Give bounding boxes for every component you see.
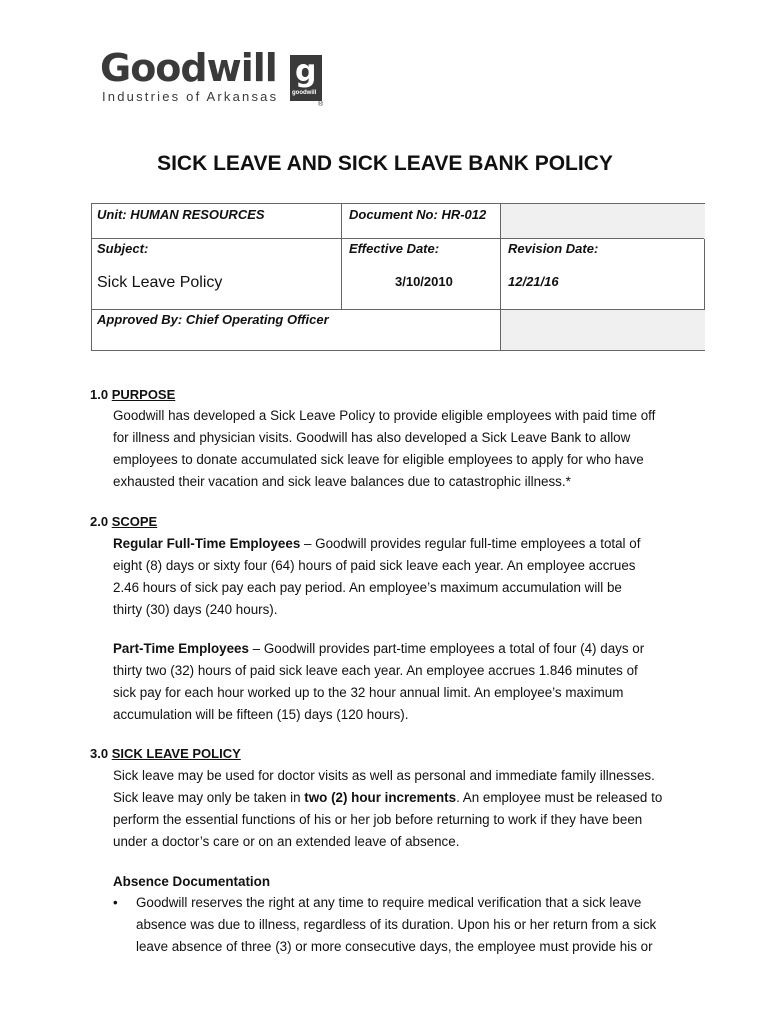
fulltime-label: Regular Full-Time Employees: [113, 536, 301, 551]
parttime-label: Part-Time Employees: [113, 641, 249, 656]
paragraph-line: for illness and physician visits. Goodwill has also developed a Sick Leave Bank to allow: [113, 430, 631, 445]
page-title: SICK LEAVE AND SICK LEAVE BANK POLICY: [157, 152, 613, 175]
paragraph-text: – Goodwill provides part-time employees a total of four (4) days or: [248, 641, 645, 656]
effective-date-value: 3/10/2010: [395, 274, 453, 289]
paragraph-line: thirty two (32) hours of paid sick leave each year. An employee accrues 1.846 minutes of: [113, 663, 638, 678]
revision-date-value: 12/21/16: [508, 274, 559, 289]
paragraph-line: Goodwill has developed a Sick Leave Policy to provide eligible employees with paid time off: [113, 408, 656, 423]
table-divider: [500, 204, 501, 350]
paragraph-line: leave absence of three (3) or more consecutive days, the employee must provide his or: [136, 939, 653, 954]
paragraph-line: under a doctor’s care or on an extended leave of absence.: [113, 834, 460, 849]
logo-mark-letter: g: [295, 54, 317, 89]
paragraph-line: accumulation will be fifteen (15) days (120 hours).: [113, 707, 409, 722]
paragraph-line: exhausted their vacation and sick leave balances due to catastrophic illness.*: [113, 474, 571, 489]
paragraph-text: Sick leave may only be taken in: [113, 790, 305, 805]
paragraph-line: eight (8) days or sixty four (64) hours of paid sick leave each year. An employee accrues: [113, 558, 636, 573]
section-heading-sick-leave-policy: [90, 744, 241, 764]
parttime-paragraph: [113, 638, 693, 726]
section-number: 2.0: [90, 514, 109, 529]
revision-date-label: Revision Date:: [508, 241, 599, 256]
table-divider: [92, 309, 704, 310]
bullet-text: [136, 892, 691, 958]
paragraph-line: employees to donate accumulated sick leave for eligible employees to apply for who have: [113, 452, 644, 467]
unit-cell: Unit: HUMAN RESOURCES: [97, 207, 265, 222]
table-divider: [92, 238, 704, 239]
section-title: SICK LEAVE POLICY: [111, 746, 241, 761]
policy-paragraph: [113, 765, 693, 853]
section-heading-purpose: [90, 385, 175, 405]
registered-mark: ®: [318, 101, 324, 108]
subject-label: Subject:: [97, 241, 149, 256]
empty-cell-bottom-right: [501, 310, 705, 350]
paragraph-line: [113, 787, 693, 809]
purpose-paragraph: [113, 405, 693, 493]
paragraph-line: 2.46 hours of sick pay each pay period. An employee’s maximum accumulation will be: [113, 580, 622, 595]
section-heading-scope: [90, 512, 157, 532]
policy-info-table: [91, 203, 705, 351]
goodwill-logo-wordmark: Goodwill: [100, 46, 277, 90]
fulltime-paragraph: [113, 533, 693, 621]
paragraph-line: absence was due to illness, regardless of its duration. Upon his or her return from a sick: [136, 917, 657, 932]
paragraph-line: sick pay for each hour worked up to the 32 hour annual limit. An employee’s maximum: [113, 685, 624, 700]
paragraph-text: – Goodwill provides regular full-time employees a total of: [300, 536, 641, 551]
bullet-icon: •: [113, 895, 118, 910]
paragraph-line: [113, 638, 693, 660]
paragraph-line: Goodwill reserves the right at any time to require medical verification that a sick leave: [136, 895, 642, 910]
paragraph-line: thirty (30) days (240 hours).: [113, 602, 278, 617]
section-title: PURPOSE: [111, 387, 176, 402]
section-number: 1.0: [90, 387, 109, 402]
goodwill-logo-icon: [290, 55, 322, 101]
absence-documentation-heading: Absence Documentation: [113, 874, 270, 889]
subject-value: Sick Leave Policy: [97, 274, 223, 291]
paragraph-text: . An employee must be released to: [456, 790, 663, 805]
table-divider: [341, 204, 342, 309]
effective-date-label: Effective Date:: [349, 241, 440, 256]
section-title: SCOPE: [111, 514, 158, 529]
empty-cell-top-right: [501, 204, 705, 239]
paragraph-line: Sick leave may be used for doctor visits as well as personal and immediate family illnesses.: [113, 768, 655, 783]
logo-mark-small-text: goodwill: [292, 90, 317, 96]
paragraph-line: [113, 533, 693, 555]
document-number-cell: Document No: HR-012: [349, 207, 487, 222]
section-number: 3.0: [90, 746, 109, 761]
increment-emphasis: two (2) hour increments: [304, 790, 457, 805]
approved-by-cell: Approved By: Chief Operating Officer: [97, 312, 329, 327]
paragraph-line: perform the essential functions of his or her job before returning to work if they have been: [113, 812, 643, 827]
goodwill-logo-subtitle: Industries of Arkansas: [102, 89, 279, 104]
